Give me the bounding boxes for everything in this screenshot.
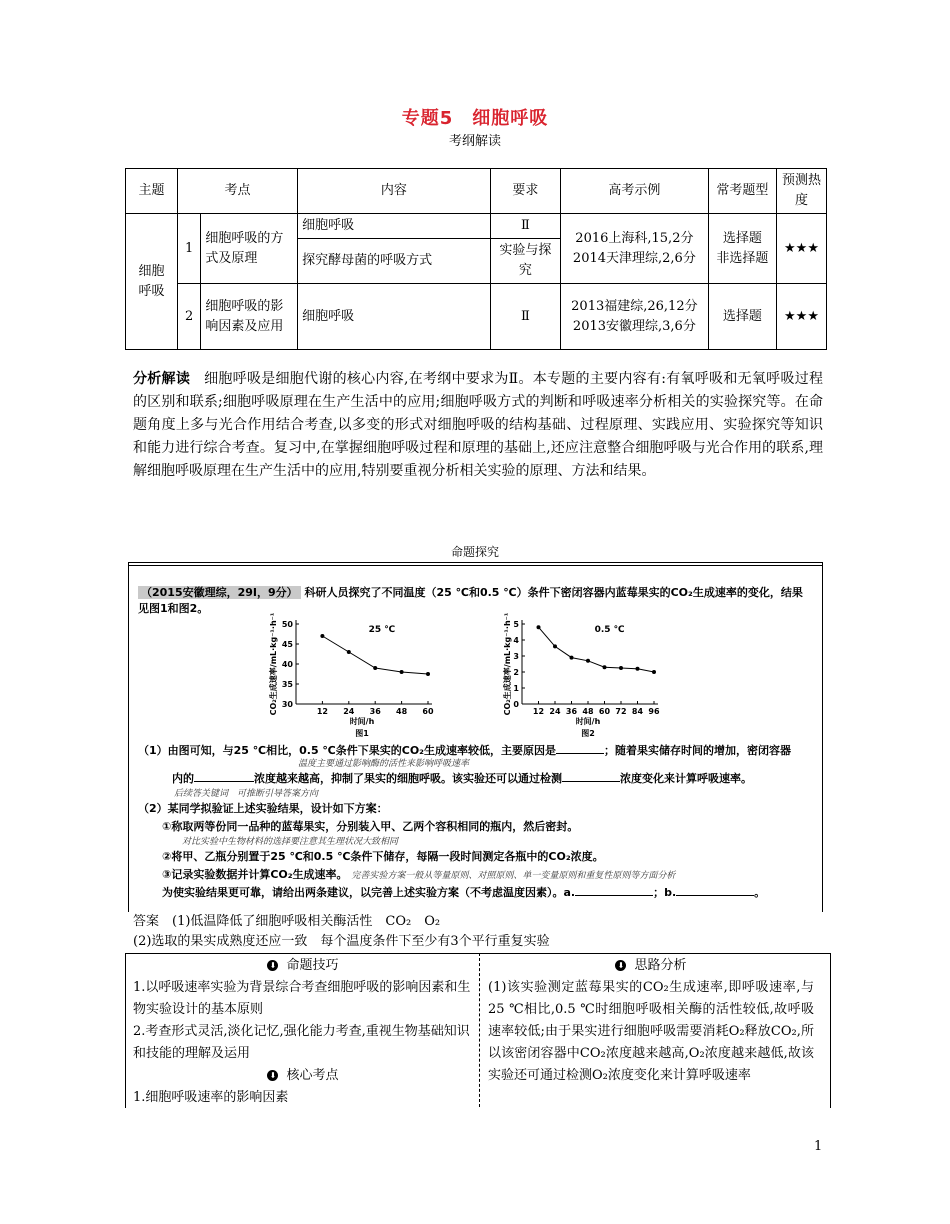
page-number: 1 (814, 1139, 823, 1154)
requirement-cell: Ⅱ (490, 214, 560, 239)
header-cell: 常考题型 (708, 169, 776, 214)
analysis-heading (488, 955, 814, 977)
requirement-cell: 实验与探究 (490, 239, 560, 284)
chart-title: 0.5 ℃ (594, 625, 625, 635)
answer-block (133, 912, 550, 952)
answer-blank[interactable] (562, 771, 620, 782)
y-tick-label: 2 (513, 668, 519, 677)
analysis-text: 细胞呼吸是细胞代谢的核心内容,在考纲中要求为Ⅱ。本专题的主要内容有:有氧呼吸和无氧呼吸过程的区别和联系;细胞呼吸原理在生产生活中的应用;细胞呼吸方式的判断和呼吸速率分析相关的实验探究等。在命题角度上多与光合作用结合考查,以多变的形式对细胞呼吸的结构基础、过程原理、实践应用、实验探究等知识和能力进行综合考查。复习中,在掌握细胞呼吸过程和原理的基础上,还应注意整合细胞呼吸与光合作用的联系,理解细胞呼吸原理在生产生活中的应用,特别要重视分析相关实验的原理、方法和结果。 (133, 371, 823, 479)
outline-table (125, 168, 827, 350)
content-cell: 探究酵母菌的呼吸方式 (298, 239, 491, 284)
y-tick-label: 0 (513, 700, 519, 709)
chart-05c (500, 612, 660, 762)
chart-title: 25 ℃ (368, 625, 396, 635)
x-axis-label: 时间/h (575, 717, 601, 726)
example-cell (561, 214, 709, 284)
type-cell: 选择题 非选择题 (708, 214, 776, 284)
frame-border (822, 562, 823, 912)
answer-blank[interactable] (676, 885, 754, 896)
header-cell: 内容 (298, 169, 491, 214)
question-1-line-2 (172, 770, 752, 786)
handwritten-note: 对比实验中生物材料的选择要注意其生理状况大致相同 (182, 837, 399, 847)
y-tick-label: 40 (281, 660, 293, 669)
skills-title: 命题技巧 (286, 958, 339, 973)
requirement-cell: Ⅱ (490, 284, 560, 350)
question-scan (134, 580, 814, 910)
point-name: 细胞呼吸的方式及原理 (201, 214, 298, 284)
step-4-text: 。 (754, 886, 766, 899)
q1-text: ；随着果实储存时间的增加，密闭容器 (604, 744, 791, 757)
y-tick-label: 30 (281, 700, 293, 709)
content-cell: 细胞呼吸 (298, 284, 491, 350)
y-axis-label: CO₂生成速率/mL·kg⁻¹·h⁻¹ (503, 612, 512, 716)
data-point (347, 650, 351, 654)
x-tick-label: 84 (631, 707, 644, 716)
skills-item: 1.以呼吸速率实验为背景综合考查细胞呼吸的影响因素和生物实验设计的基本原则 (133, 980, 471, 1017)
header-cell: 预测热度 (777, 169, 827, 214)
example-line: 2013安徽理综,3,6分 (572, 318, 696, 334)
data-point (373, 666, 377, 670)
core-title: 核心考点 (286, 1068, 339, 1083)
header-cell: 要求 (490, 169, 560, 214)
data-point (537, 625, 541, 629)
topic-cell: 细胞 呼吸 (126, 214, 178, 350)
step-3 (162, 866, 675, 882)
example-line: 2014天津理综,2,6分 (572, 250, 696, 266)
y-tick-label: 1 (513, 684, 519, 693)
content-cell: 细胞呼吸 (298, 214, 491, 239)
badge-icon: ⬇ (267, 960, 278, 971)
x-tick-label: 24 (343, 707, 355, 716)
header-cell: 考点 (177, 169, 297, 214)
y-tick-label: 45 (281, 640, 293, 649)
step-3-text: ③记录实验数据并计算CO₂生成速率。 (162, 868, 348, 881)
core-heading (133, 1065, 473, 1087)
heat-cell: ★★★ (777, 214, 827, 284)
header-cell: 高考示例 (561, 169, 709, 214)
page-subtitle: 考纲解读 (448, 134, 501, 149)
frame-border (128, 562, 822, 563)
x-tick-label: 72 (615, 707, 627, 716)
table-header-row (126, 169, 827, 214)
x-tick-label: 96 (648, 707, 660, 716)
example-line: 2013福建综,26,12分 (571, 298, 698, 314)
point-name: 细胞呼吸的影响因素及应用 (201, 284, 298, 350)
core-item: 1.细胞呼吸速率的影响因素 (133, 1090, 289, 1105)
badge-icon: ⬇ (267, 1070, 278, 1081)
x-tick-label: 12 (532, 707, 545, 716)
chart-caption: 图1 (355, 729, 369, 738)
chart-caption: 图2 (581, 729, 595, 738)
question-2: （2）某同学拟验证上述实验结果，设计如下方案： (138, 802, 388, 815)
header-cell: 主题 (126, 169, 178, 214)
x-tick-label: 48 (582, 707, 594, 716)
data-point (586, 659, 590, 663)
x-tick-label: 48 (396, 707, 408, 716)
data-point (619, 666, 623, 670)
handwritten-note: 完善实验方案一般从等量原则、对照原则、单一变量原则和重复性原则等方面分析 (351, 871, 676, 881)
answer-line-1: 答案 (1)低温降低了细胞呼吸相关酶活性 CO₂ O₂ (133, 914, 441, 929)
analysis-column (488, 955, 814, 1087)
data-point (553, 644, 557, 648)
answer-blank[interactable] (556, 743, 604, 754)
page-title: 专题5 细胞呼吸 (401, 108, 549, 129)
handwritten-note: 温度主要通过影响酶的活性来影响呼吸速率 (298, 759, 470, 769)
q1-text: （1）由图可知，与25 ℃相比，0.5 ℃条件下果实的CO₂生成速率较低，主要原因是 (138, 744, 556, 757)
table-row (126, 214, 827, 239)
q1-text: 内的 (172, 772, 194, 785)
step-4-text: 为使实验结果更可靠，请给出两条建议，以完善上述实验方案（不考虑温度因素）。a. (162, 886, 576, 899)
y-tick-label: 50 (281, 620, 293, 629)
handwritten-note: 后续答关键词 可推断引导答案方向 (174, 789, 319, 799)
tips-divider (479, 953, 480, 1107)
y-tick-label: 35 (281, 680, 293, 689)
skills-heading (133, 955, 473, 977)
question-intro-text: 科研人员探究了不同温度（25 ℃和0.5 ℃）条件下密闭容器内蓝莓果实的CO₂生成速率的变化，结果 (304, 586, 803, 599)
point-num: 1 (177, 214, 200, 284)
step-1: ①称取两等份同一品种的蓝莓果实，分别装入甲、乙两个容积相同的瓶内，然后密封。 (162, 820, 579, 833)
answer-blank[interactable] (194, 771, 254, 782)
skills-column (133, 955, 473, 1109)
skills-item: 2.考查形式灵活,淡化记忆,强化能力考查,重视生物基础知识和技能的理解及运用 (133, 1024, 470, 1061)
data-point (400, 670, 404, 674)
x-tick-label: 60 (422, 707, 434, 716)
x-tick-label: 60 (598, 707, 611, 716)
y-tick-label: 3 (513, 652, 519, 661)
answer-line-2: (2)选取的果实成熟度还应一致 每个温度条件下至少有3个平行重复实验 (133, 934, 550, 949)
example-cell (561, 284, 709, 350)
y-tick-label: 5 (513, 620, 519, 629)
analysis-title: 思路分析 (634, 958, 687, 973)
x-tick-label: 36 (369, 707, 381, 716)
analysis-body: (1)该实验测定蓝莓果实的CO₂生成速率,即呼吸速率,与25 ℃相比,0.5 ℃时细胞呼吸相关酶的活性较低,故呼吸速率较低;由于果实进行细胞呼吸需要消耗O₂释放CO₂,所以该密闭容器中CO₂浓度越来越高,O₂浓度越来越低,故该实验还可通过检测O₂浓度变化来计算呼吸速率 (488, 980, 814, 1083)
chart-25c (266, 612, 436, 762)
analysis-label: 分析解读 (133, 371, 191, 387)
data-point (652, 670, 656, 674)
point-num: 2 (177, 284, 200, 350)
table-row (126, 284, 827, 350)
heat-cell: ★★★ (777, 284, 827, 350)
q1-text: 浓度越来越高，抑制了果实的细胞呼吸。该实验还可以通过检测 (254, 772, 562, 785)
q1-text: 浓度变化来计算呼吸速率。 (620, 772, 752, 785)
answer-blank[interactable] (575, 885, 653, 896)
analysis-paragraph (133, 368, 823, 483)
badge-icon: ⬇ (615, 960, 626, 971)
y-tick-label: 4 (513, 636, 519, 645)
step-4-text: ；b. (653, 886, 677, 899)
x-tick-label: 24 (549, 707, 561, 716)
section-title: 命题探究 (450, 545, 499, 559)
frame-border (128, 562, 129, 912)
question-intro (138, 584, 803, 600)
data-point (426, 672, 430, 676)
data-point (320, 634, 324, 638)
data-point (570, 656, 574, 660)
step-2: ②将甲、乙瓶分别置于25 ℃和0.5 ℃条件下储存，每隔一段时间测定各瓶中的CO₂浓度。 (162, 850, 604, 863)
type-cell: 选择题 (708, 284, 776, 350)
question-intro-2: 见图1和图2。 (138, 602, 209, 615)
frame-border (128, 565, 822, 566)
x-tick-label: 36 (565, 707, 578, 716)
x-axis-label: 时间/h (349, 717, 375, 726)
example-line: 2016上海科,15,2分 (575, 230, 694, 246)
question-source: （2015安徽理综，29Ⅰ，9分） (138, 586, 301, 599)
data-point (603, 665, 607, 669)
data-point (636, 667, 640, 671)
y-axis-label: CO₂生成速率/mL·kg⁻¹·h⁻¹ (269, 612, 278, 716)
step-4 (162, 884, 765, 900)
x-tick-label: 12 (316, 707, 328, 716)
